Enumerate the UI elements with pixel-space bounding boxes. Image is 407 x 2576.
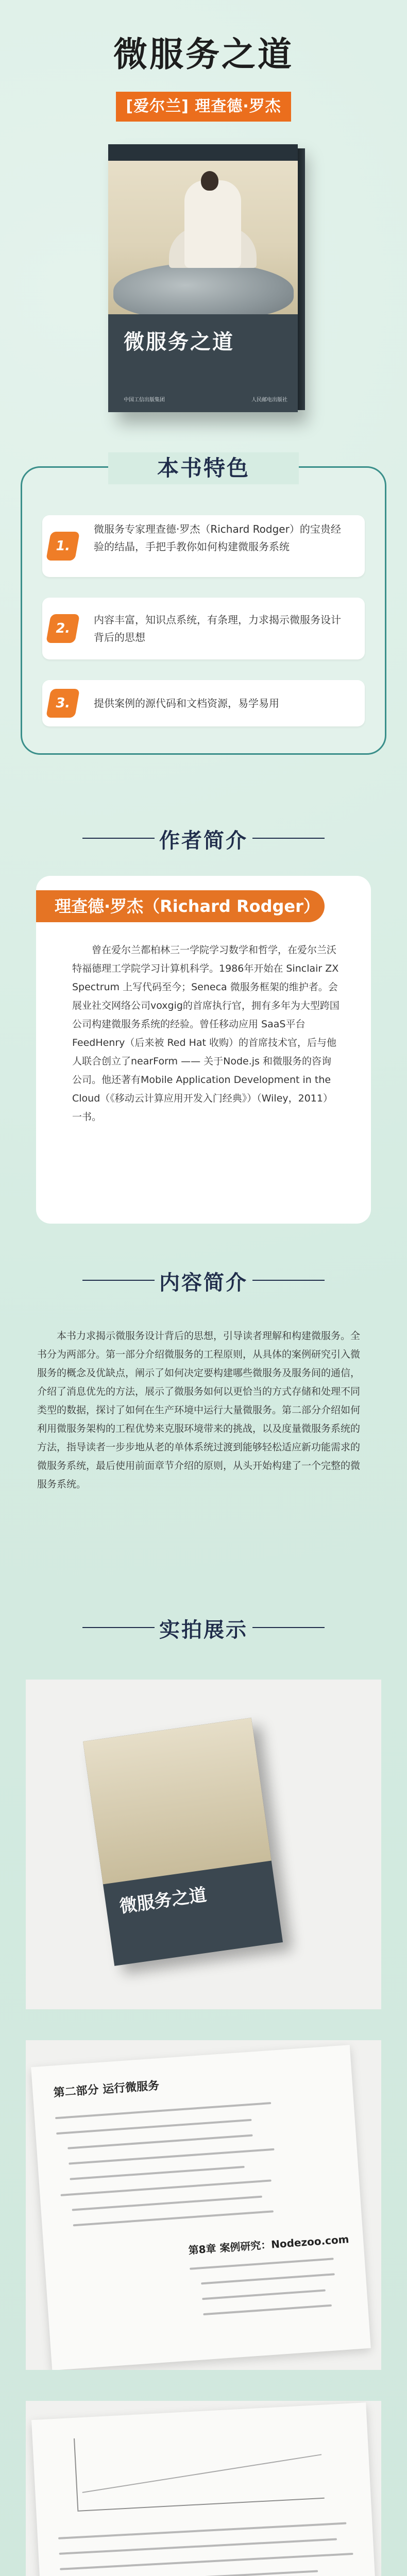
toc-line	[72, 2196, 262, 2211]
body-line	[60, 2553, 353, 2570]
toc-line	[69, 2148, 274, 2165]
toc-line	[202, 2290, 326, 2300]
heading-rule-right	[252, 1627, 325, 1628]
feature-number: 3.	[46, 689, 80, 718]
feature-card	[42, 515, 365, 577]
cover-top-bar	[108, 144, 298, 161]
book-cover-image	[108, 144, 298, 412]
toc-line	[56, 2119, 251, 2134]
feature-card	[42, 680, 365, 726]
cover-illustration	[108, 144, 298, 314]
chart-line	[82, 2454, 322, 2493]
toc-chapter: 第8章 案例研究：Nodezoo.com	[188, 2233, 350, 2257]
author-heading: 作者简介	[159, 829, 248, 853]
toc-line	[73, 2210, 274, 2226]
heading-rule-right	[252, 1280, 325, 1281]
author-name: 理查德·罗杰（Richard Rodger）	[36, 890, 325, 922]
book-spine	[298, 148, 305, 410]
toc-line	[61, 2179, 272, 2196]
toc-line	[203, 2304, 332, 2315]
rock-shape	[113, 263, 294, 314]
heading-rule-right	[252, 838, 325, 839]
toc-line	[67, 2134, 252, 2149]
cover-title: 微服务之道	[124, 330, 234, 354]
chart-axis	[77, 2498, 324, 2512]
feature-text: 提供案例的源代码和文档资源，易学易用	[94, 697, 279, 709]
feature-text: 内容丰富，知识点系统，有条理，力求揭示微服务设计背后的思想	[94, 614, 341, 643]
cover-publisher-right: 人民邮电出版社	[251, 397, 287, 403]
author-banner: [爱尔兰] 理查德·罗杰	[116, 92, 291, 122]
body-line	[58, 2522, 346, 2539]
photo-book	[26, 1680, 381, 2009]
cover-publisher-left: 中国工信出版集团	[124, 397, 165, 403]
toc-line	[55, 2102, 271, 2119]
feature-text: 微服务专家理查德·罗杰（Richard Rodger）的宝贵经验的结晶，手把手教你如何构建微服务系统	[94, 523, 341, 553]
features-heading: 本书特色	[157, 455, 250, 481]
summary-heading: 内容简介	[159, 1271, 248, 1295]
figure-head	[201, 171, 218, 191]
author-bio: 曾在爱尔兰都柏林三一学院学习数学和哲学，在爱尔兰沃特福德理工学院学习计算机科学。1986年开始在 Sinclair ZX Spectrum 上写代码至今；Seneca 微服务框架的维护者。会展业社交网络公司voxgig的首席执行官，拥有多年为大型跨国公司构建微服务系统的经验。曾任移动应用 SaaS平台 FeedHenry（后来被 Red Hat 收购）的首席技术官，后与他人联合创立了nearForm —— 关于Node.js 和微服务的咨询公司。他还著有Mobile Application Development in the Cloud（《移动云计算应用开发入门经典》）（Wiley，2011）一书。	[72, 944, 340, 1123]
photos-heading: 实拍展示	[159, 1618, 248, 1642]
chart-axis	[74, 2438, 78, 2511]
photo-book-title: 微服务之道	[118, 1884, 208, 1918]
summary-text: 本书力求揭示微服务设计背后的思想，引导读者理解和构建微服务。全书分为两部分。第一部分介绍微服务的工程原则，从具体的案例研究引入微服务的概念及优缺点，阐示了如何决定要构建哪些微服务及服务间的通信，介绍了消息优先的方法，展示了微服务如何以更恰当的方式存储和处理不同类型的数据，探讨了如何在生产环境中运行大量微服务。第二部分介绍如何利用微服务架构的工程优势来克服环境带来的挑战，以及度量微服务系统的方法，指导读者一步步地从老的单体系统过渡到能够轻松适应新功能需求的微服务系统，最后使用前面章节介绍的原则，从头开始构建了一个完整的微服务系统。	[37, 1330, 361, 1490]
toc-heading: 第二部分 运行微服务	[53, 2079, 160, 2100]
toc-line	[201, 2273, 335, 2284]
body-line	[61, 2570, 318, 2576]
feature-number: 2.	[46, 614, 80, 643]
photo-toc	[26, 2040, 381, 2370]
feature-number: 1.	[46, 532, 80, 561]
figure-body	[184, 180, 241, 268]
page-title: 微服务之道	[113, 35, 294, 74]
toc-line	[190, 2258, 334, 2270]
body-line	[59, 2538, 337, 2555]
photo-book-art	[83, 1718, 272, 1884]
photo-chart-page	[26, 2401, 381, 2576]
feature-card	[42, 598, 365, 659]
toc-page	[31, 2045, 371, 2370]
photo-book-cover	[83, 1718, 283, 1966]
toc-line	[70, 2166, 244, 2180]
chart-page	[31, 2402, 376, 2576]
